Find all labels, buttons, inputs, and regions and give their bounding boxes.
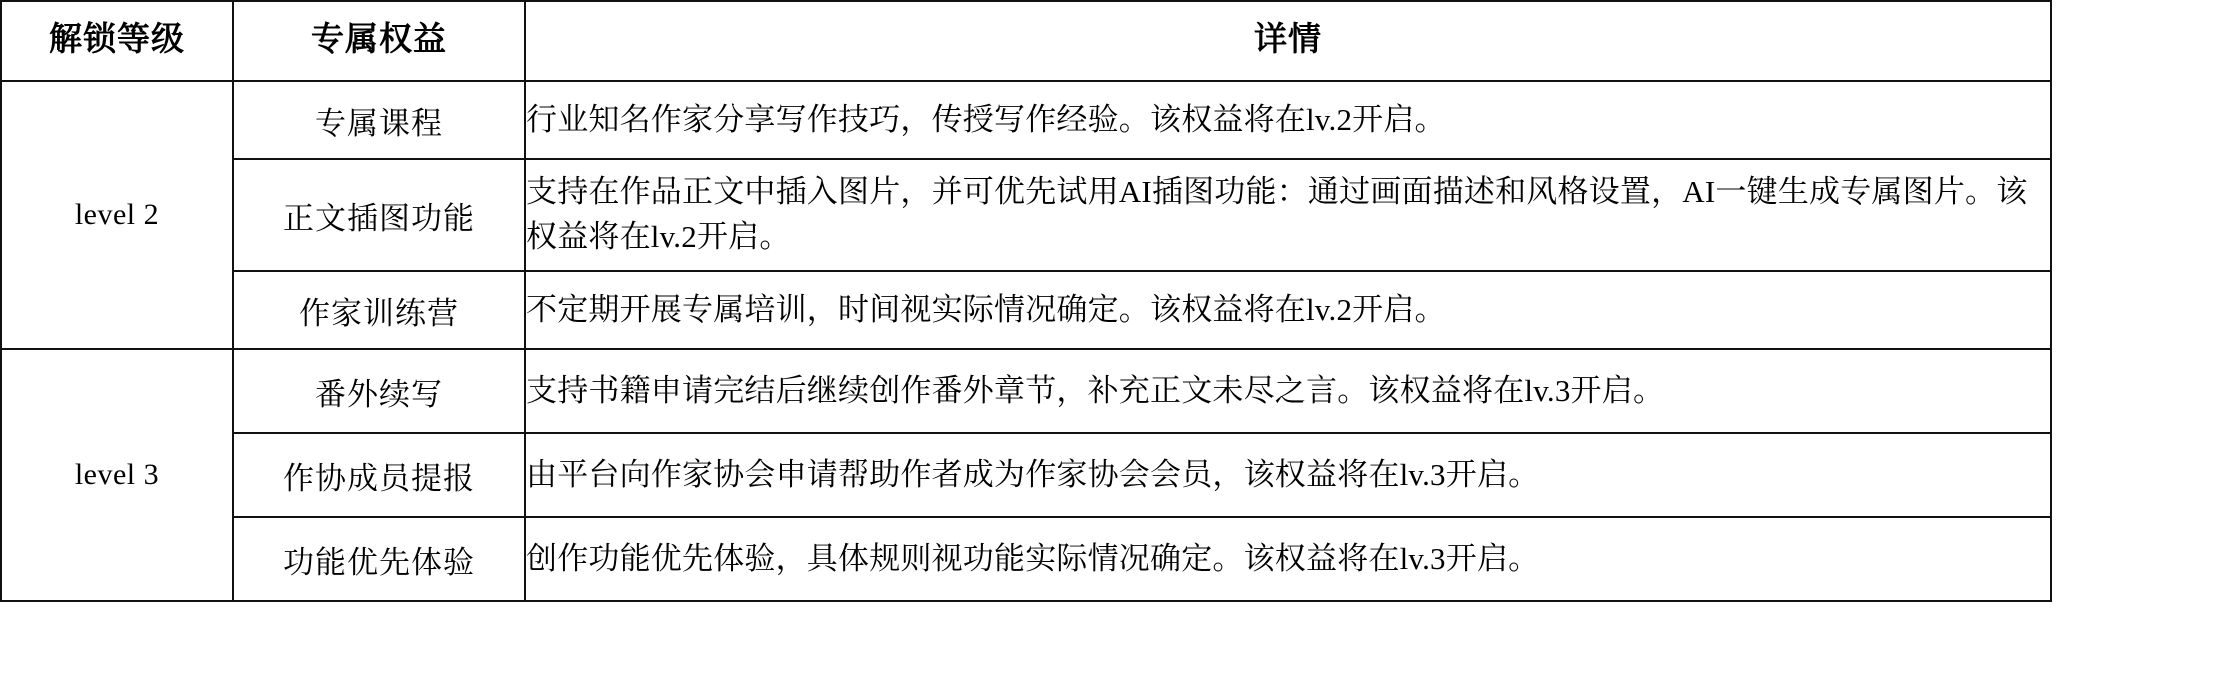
table-header (1, 1, 2051, 81)
table-row (1, 433, 2051, 517)
level-cell-group-1: level 3 (1, 349, 233, 601)
table-row (1, 271, 2051, 349)
detail-cell: 支持在作品正文中插入图片，并可优先试用AI插图功能：通过画面描述和风格设置，AI一键生成专属图片。该权益将在lv.2开启。 (525, 159, 2051, 271)
detail-cell: 不定期开展专属培训，时间视实际情况确定。该权益将在lv.2开启。 (525, 271, 2051, 349)
detail-cell: 支持书籍申请完结后继续创作番外章节，补充正文未尽之言。该权益将在lv.3开启。 (525, 349, 2051, 433)
benefit-cell: 专属课程 (233, 81, 525, 159)
column-header-benefit: 专属权益 (233, 1, 525, 81)
table-body (1, 81, 2051, 601)
table-row (1, 349, 2051, 433)
table-row (1, 81, 2051, 159)
column-header-detail: 详情 (525, 1, 2051, 81)
table-row (1, 159, 2051, 271)
benefit-cell: 作协成员提报 (233, 433, 525, 517)
benefit-cell: 番外续写 (233, 349, 525, 433)
detail-cell: 由平台向作家协会申请帮助作者成为作家协会会员，该权益将在lv.3开启。 (525, 433, 2051, 517)
table-row (1, 517, 2051, 601)
column-header-level: 解锁等级 (1, 1, 233, 81)
benefit-cell: 功能优先体验 (233, 517, 525, 601)
detail-cell: 行业知名作家分享写作技巧，传授写作经验。该权益将在lv.2开启。 (525, 81, 2051, 159)
detail-cell: 创作功能优先体验，具体规则视功能实际情况确定。该权益将在lv.3开启。 (525, 517, 2051, 601)
header-row (1, 1, 2051, 81)
benefit-cell: 正文插图功能 (233, 159, 525, 271)
benefit-cell: 作家训练营 (233, 271, 525, 349)
level-cell-group-0: level 2 (1, 81, 233, 349)
